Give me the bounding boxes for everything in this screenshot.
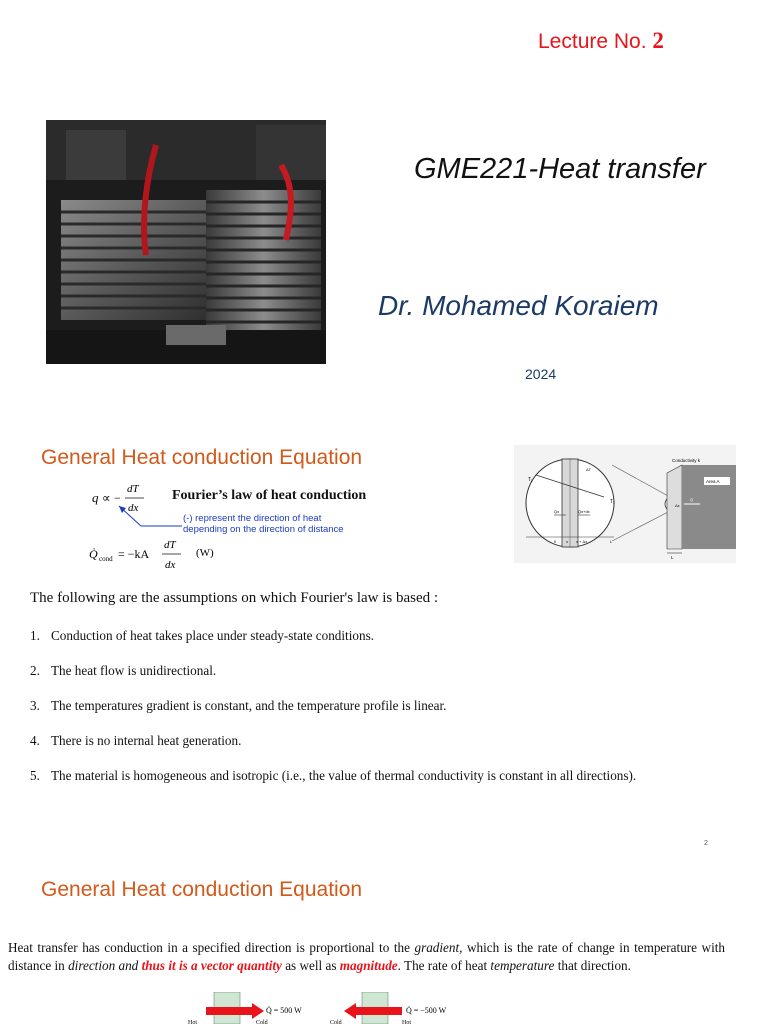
para-text: that direction. <box>554 957 631 973</box>
para-vector-quantity: thus it is a vector quantity <box>141 957 282 973</box>
eq2-sub: cond <box>99 555 113 563</box>
list-item <box>30 663 750 698</box>
list-item-number: 1. <box>30 628 40 643</box>
para-text: as well as <box>281 957 340 973</box>
diagram-qx: Q̇x <box>554 509 560 514</box>
body-paragraph <box>8 939 725 974</box>
para-gradient: gradient, <box>414 940 463 955</box>
diagram-length: L <box>671 555 674 560</box>
para-magnitude: magnitude <box>339 957 398 973</box>
list-item-number: 3. <box>30 698 40 713</box>
para-text: . The rate of heat <box>397 957 491 973</box>
fig-heat: Hot <box>402 1020 411 1024</box>
para-text: which is the rate of change in temperature with distance in <box>8 940 725 973</box>
diagram-t1: T₁ <box>528 477 533 483</box>
diagram-area: Area A <box>706 479 720 484</box>
list-item <box>30 698 750 733</box>
assumptions-intro: The following are the assumptions on which Fourier's law is based : <box>30 590 439 606</box>
diagram-x: x <box>566 539 568 544</box>
fig-cold1: Cold <box>256 1020 268 1024</box>
course-title: GME221-Heat transfer <box>414 153 706 185</box>
eq2-den: dx <box>165 559 176 571</box>
eq1-den: dx <box>128 502 139 514</box>
fourier-law-label: Fourier’s law of heat conduction <box>172 488 367 503</box>
year-label: 2024 <box>525 366 557 382</box>
fig-hot: Hot <box>188 1020 197 1024</box>
eq2-rhs: = −kA <box>118 547 150 561</box>
diagram-conductivity: Conductivity k <box>672 458 701 463</box>
author-name: Dr. Mohamed Koraiem <box>378 290 659 321</box>
lecture-prefix: Lecture No. <box>538 30 653 53</box>
eq1-sign: − <box>114 491 121 505</box>
sign-note <box>183 513 383 535</box>
conduction-diagram-drawing <box>514 445 736 563</box>
engine-photo-drawing <box>46 120 326 364</box>
diagram-q: Q̇ <box>690 497 694 502</box>
eq1-lhs: q <box>92 490 99 505</box>
list-item-text: The material is homogeneous and isotropic (i.e., the value of thermal conductivity is constant in all directions). <box>51 768 637 783</box>
lecture-number-label <box>538 28 664 54</box>
para-text: Heat transfer has conduction in a specified direction is proportional to the <box>8 940 415 955</box>
section-heading: General Heat conduction Equation <box>41 878 363 901</box>
eq1-num: dT <box>127 483 139 495</box>
eq2-unit: (W) <box>196 547 214 559</box>
list-item <box>30 733 750 768</box>
list-item <box>30 628 750 663</box>
list-item-number: 5. <box>30 768 40 783</box>
fig-q2: Q̇ = −500 W <box>406 1006 447 1015</box>
eq2-num: dT <box>164 539 176 551</box>
diagram-L: L <box>610 539 613 544</box>
sign-note-line2: depending on the direction of distance <box>183 524 344 535</box>
fig-q1: Q̇ = 500 W <box>266 1006 302 1015</box>
heat-direction-drawing <box>170 992 470 1024</box>
lecture-number: 2 <box>652 28 664 53</box>
list-item-text: There is no internal heat generation. <box>51 733 242 748</box>
conduction-diagram <box>514 445 736 563</box>
heat-direction-figure <box>170 992 470 1024</box>
list-item-text: The heat flow is unidirectional. <box>51 663 217 678</box>
eq2-lhs: Q̇ <box>89 547 98 561</box>
fig-cold2: Cold <box>330 1020 342 1024</box>
diagram-dx: Δx <box>675 503 680 508</box>
para-direction: direction and <box>68 957 139 973</box>
section-heading: General Heat conduction Equation <box>41 446 363 469</box>
list-item-number: 2. <box>30 663 40 678</box>
sign-note-line1: (-) represent the direction of heat <box>183 513 322 524</box>
diagram-xdx: x + Δx <box>576 539 588 544</box>
list-item <box>30 768 750 803</box>
eq1-rel: ∝ <box>102 491 111 505</box>
list-item-number: 4. <box>30 733 40 748</box>
assumptions-list <box>30 628 750 803</box>
page-number: 2 <box>704 840 708 847</box>
diagram-qxdx: Q̇x+dx <box>578 509 590 514</box>
para-temperature: temperature <box>490 957 555 973</box>
list-item-text: Conduction of heat takes place under steady-state conditions. <box>51 628 374 643</box>
list-item-text: The temperatures gradient is constant, and the temperature profile is linear. <box>51 698 447 713</box>
diagram-zero: 0 <box>554 539 557 544</box>
diagram-dt: ΔT <box>586 467 592 472</box>
engine-photo <box>46 120 326 364</box>
diagram-t2: T₂ <box>610 499 615 505</box>
